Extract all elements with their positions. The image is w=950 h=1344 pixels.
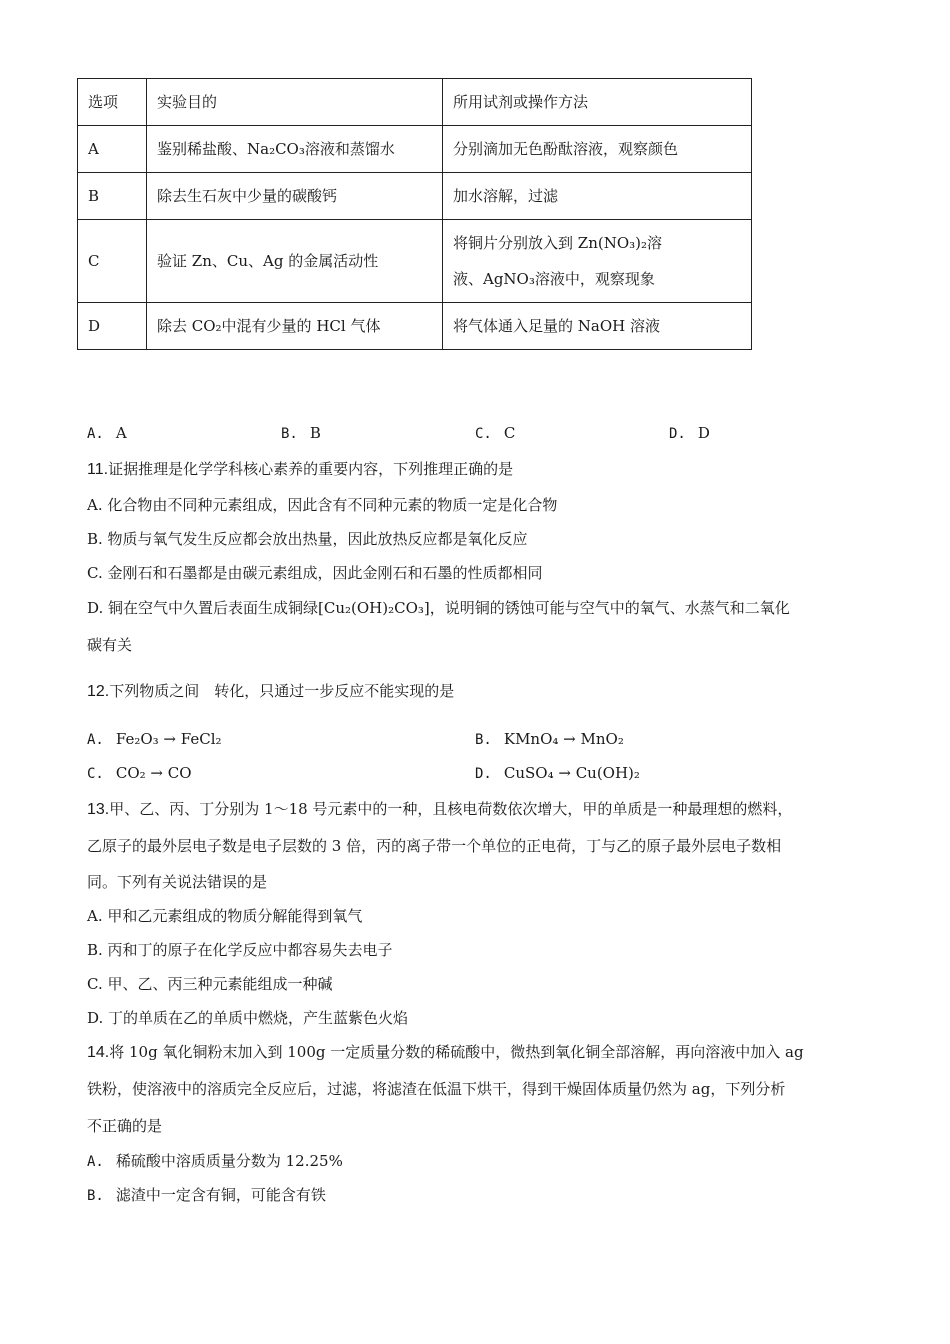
row-option: C: [78, 220, 147, 303]
q12-choice-b: [475, 730, 624, 748]
question-number: 13.: [87, 801, 110, 818]
q13-option-c: C. 甲、乙、丙三种元素能组成一种碱: [87, 975, 333, 993]
q10-choice-a: [87, 424, 127, 442]
table-row: [78, 303, 752, 350]
q12-choice-a: [87, 730, 222, 748]
q11-option-a: A. 化合物由不同种元素组成，因此含有不同种元素的物质一定是化合物: [87, 496, 558, 514]
q11-option-c: C. 金刚石和石墨都是由碳元素组成，因此金刚石和石墨的性质都相同: [87, 564, 543, 582]
choice-label: B.: [475, 732, 492, 748]
question-stem: 下列物质之间 转化，只通过一步反应不能实现的是: [109, 682, 455, 700]
row-method: [443, 220, 752, 303]
q10-choice-b: [281, 424, 321, 442]
choice-text: CO₂ → CO: [115, 764, 192, 782]
q14-choice-b: [87, 1184, 326, 1205]
choice-text: D: [697, 424, 710, 442]
choice-label: C.: [87, 766, 104, 782]
choice-label: B.: [281, 426, 298, 442]
row-option: A: [78, 126, 147, 173]
question-number: 14.: [87, 1044, 110, 1061]
options-table: [77, 78, 752, 350]
question-number: 11.: [87, 461, 109, 478]
choice-label: A.: [87, 732, 104, 748]
q13-option-b: B. 丙和丁的原子在化学反应中都容易失去电子: [87, 941, 393, 959]
q14-stem-cont: 不正确的是: [87, 1117, 163, 1135]
table-row: [78, 173, 752, 220]
table-row: [78, 220, 752, 303]
row-purpose: 除去 CO₂中混有少量的 HCl 气体: [147, 303, 443, 350]
row-method-line: 液、AgNO₃溶液中，观察现象: [453, 270, 655, 288]
row-method: 将气体通入足量的 NaOH 溶液: [443, 303, 752, 350]
header-method: 所用试剂或操作方法: [443, 79, 752, 126]
question-number: 12.: [87, 683, 110, 700]
q12-stem: [87, 680, 454, 701]
choice-text: C: [503, 424, 516, 442]
q12-choice-c: [87, 764, 192, 782]
table-header-row: [78, 79, 752, 126]
choice-label: B.: [87, 1188, 104, 1204]
choice-label: C.: [475, 426, 492, 442]
choice-text: 稀硫酸中溶质质量分数为 12.25%: [115, 1152, 343, 1170]
choice-text: CuSO₄ → Cu(OH)₂: [503, 764, 640, 782]
q11-option-d-cont: 碳有关: [87, 636, 133, 654]
choice-label: A.: [87, 426, 104, 442]
q13-stem-cont: 乙原子的最外层电子数是电子层数的 3 倍，丙的离子带一个单位的正电荷，丁与乙的原子最外层电子数相: [87, 837, 782, 855]
q12-choice-d: [475, 764, 640, 782]
q14-stem: [87, 1041, 804, 1062]
q14-choice-a: [87, 1150, 343, 1171]
choice-label: D.: [475, 766, 492, 782]
row-method-line: 将铜片分别放入到 Zn(NO₃)₂溶: [453, 234, 663, 252]
q13-stem-cont: 同。下列有关说法错误的是: [87, 873, 268, 891]
q13-stem: [87, 798, 792, 819]
row-option: B: [78, 173, 147, 220]
q13-option-a: A. 甲和乙元素组成的物质分解能得到氧气: [87, 907, 363, 925]
header-purpose: 实验目的: [147, 79, 443, 126]
choice-text: B: [309, 424, 321, 442]
header-option: 选项: [78, 79, 147, 126]
choice-label: D.: [669, 426, 686, 442]
q14-stem-cont: 铁粉，使溶液中的溶质完全反应后，过滤，将滤渣在低温下烘干，得到干燥固体质量仍然为 ag，下列分析: [87, 1080, 786, 1098]
q13-option-d: D. 丁的单质在乙的单质中燃烧，产生蓝紫色火焰: [87, 1009, 409, 1027]
row-purpose: 鉴别稀盐酸、Na₂CO₃溶液和蒸馏水: [147, 126, 443, 173]
q11-option-b: B. 物质与氧气发生反应都会放出热量，因此放热反应都是氧化反应: [87, 530, 528, 548]
choice-text: 滤渣中一定含有铜，可能含有铁: [115, 1186, 326, 1204]
q10-choice-d: [669, 424, 710, 442]
row-purpose: 验证 Zn、Cu、Ag 的金属活动性: [147, 220, 443, 303]
question-stem: 将 10g 氧化铜粉末加入到 100g 一定质量分数的稀硫酸中，微热到氧化铜全部溶解，再向溶液中加入 ag: [109, 1043, 804, 1061]
question-stem: 甲、乙、丙、丁分别为 1～18 号元素中的一种，且核电荷数依次增大，甲的单质是一种最理想的燃料，: [109, 800, 793, 818]
table-row: [78, 126, 752, 173]
row-method: 分别滴加无色酚酞溶液，观察颜色: [443, 126, 752, 173]
choice-label: A.: [87, 1154, 104, 1170]
row-option: D: [78, 303, 147, 350]
row-purpose: 除去生石灰中少量的碳酸钙: [147, 173, 443, 220]
choice-text: A: [115, 424, 127, 442]
choice-text: KMnO₄ → MnO₂: [503, 730, 624, 748]
question-stem: 证据推理是化学学科核心素养的重要内容，下列推理正确的是: [108, 460, 514, 478]
choice-text: Fe₂O₃ → FeCl₂: [115, 730, 222, 748]
q11-stem: [87, 458, 513, 479]
q10-choice-c: [475, 424, 515, 442]
row-method: 加水溶解，过滤: [443, 173, 752, 220]
q11-option-d: D. 铜在空气中久置后表面生成铜绿[Cu₂(OH)₂CO₃]，说明铜的锈蚀可能与空气中的氧气、水蒸气和二氧化: [87, 599, 790, 617]
